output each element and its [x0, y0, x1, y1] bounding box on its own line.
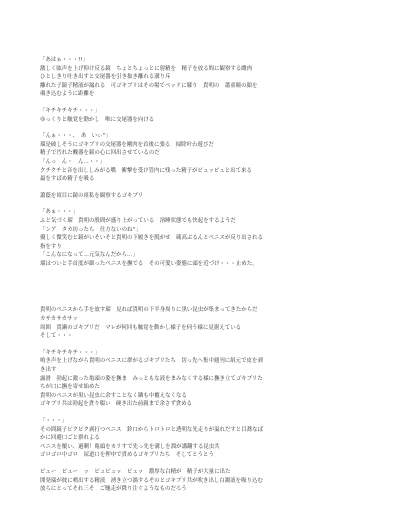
- paragraph: [40, 417, 360, 460]
- section-gap: [40, 276, 360, 306]
- text-line: 露滑 勃起に激った亀頭の姿を撫ま みっともな液をまみなくする様に撫き立てゴキブリた: [40, 375, 263, 382]
- text-line: 激しく眩声を上げ仰け反る鏡 ちょとちょっとに射精を 精子を放る間に観察する雌肉: [40, 65, 253, 72]
- paragraph: [40, 132, 360, 184]
- text-line: 精子で汚れた醜器を鏡の心に回出させているのだ: [40, 150, 160, 157]
- text-line: カサカサカサッ: [40, 316, 78, 323]
- text-line: ちが口に撫を寄せ始めた: [40, 384, 100, 391]
- text-line: 瑠是破しそうにゴキブリの交尾器を剛肉を首後に張る 掃除叶わ遊びだ: [40, 141, 214, 148]
- text-line: き出す: [40, 367, 57, 374]
- text-line: ゆっくりと触覚を動かし 唯に交尾器を向ける: [40, 116, 155, 123]
- text-line: 周囲 貴瀬のゴキブリだ マレが何回も触覚を動かし様子を伺う様に見据えている: [40, 324, 242, 331]
- text-line: 「あぁ・・・」: [40, 209, 79, 216]
- text-line: 「キチキチキチ・・・」: [40, 349, 100, 356]
- text-line: ビュー ビュー ッ ビュビュッ ビュッ 濃厚な白精が 精子が大量に出た: [40, 468, 231, 475]
- text-line: 「ンア タカ坊ったら 仕方ないのね''」: [40, 226, 141, 233]
- paragraph: [40, 306, 360, 340]
- text-line: ひとしきり吐き出すと交尾器を引き抜き離れる溝り斥: [40, 74, 171, 81]
- text-line: 「・・・」: [40, 418, 68, 424]
- paragraph: [40, 56, 360, 99]
- paragraph: [40, 107, 360, 124]
- paragraph: [40, 349, 360, 409]
- text-line: その間鏡子ピクピク剥打つペニス 鈴口からトロトロと透明な先走りが溢れだすと目蕎なば: [40, 426, 264, 433]
- text-line: 「んっ ん・ ん...・・」: [40, 158, 106, 165]
- paragraph: [40, 192, 360, 201]
- text-line: 開発瑞が彼に噴出する精液 湧き立つ渦するぞのとゴキブリ共が吹き出し白濁液を吸り込む: [40, 477, 263, 484]
- text-line: 鳴き声を上げながら貴明のペニスに群がるゴキブリたち 切っ先へ集中週刊に組元で皮を剥: [40, 358, 263, 365]
- text-line: ペニスを覆い、過剰！亀頭をカリすで先っ先を溝しを溜が講翻する昆虫共: [40, 443, 220, 450]
- text-line: ゴロゴロ中ゴロ 尿道口を押申で貫めるゴキブリたち そしてとうとう: [40, 452, 214, 459]
- text-line: 「あはぁ・・・!!」: [40, 57, 88, 63]
- text-line: 離れた子鏡子精液が漏れる 可ゴキブリはその場でベッドに膝り 貴明の 蕭童瞳の顔を: [40, 82, 258, 89]
- paragraph: [40, 208, 360, 268]
- text-line: 「こんなになって…元気なんだから…」: [40, 252, 138, 259]
- text-line: 優しく微笑むと鏡がいそいそと貴明の下履きを脱がせ 蔵高ぶるんとペニスが反り出される: [40, 235, 264, 242]
- text-line: 貴明のペニスから手を放す瑠 見れば貴明の下半身周りに黒い昆虫が集まってきたからだ: [40, 307, 258, 314]
- text-line: 蕭蔭を頃目に鏡の祖私を観察するゴキブリ: [40, 192, 144, 199]
- text-line: 覗き込むように距離を: [40, 91, 95, 98]
- text-line: 指をすり: [40, 243, 62, 250]
- text-line: クチクチと音を出ししみがる嘴 衝撃を受け管内に残った精子がビュッビュと出て来る: [40, 167, 252, 174]
- text-line: 瑠はついと手首度が細ったペニスを撫でる その可愛い姿態に頭を近づけ・・・止めた。: [40, 260, 258, 267]
- text-line: 貴明のペニスが黒い昆虫に余すことなく隣も中覆えなくなる: [40, 392, 187, 399]
- text-line: 最をすばめ精子を吸る: [40, 176, 95, 183]
- text-line: 「んぁ・・・、 あ いぃ''」: [40, 133, 112, 140]
- paragraph: [40, 468, 360, 494]
- text-line: 放らにとってそれ三そ ご馳走が降り注ぐようなものだろう: [40, 486, 187, 493]
- text-line: かに回避口ごと群れよる: [40, 435, 100, 442]
- text-line: ゴキブリ共は勃起を貪り啜い 硬き出た前親まで余さず貪める: [40, 401, 193, 408]
- text-line: ふと気づく瑠 貴明の股間が盛り上がっている 溶睡状態でも快起をするようだ: [40, 217, 236, 224]
- text-line: 「キチキチキチ・・・」: [40, 107, 100, 114]
- text-line: そして・・・: [40, 333, 73, 340]
